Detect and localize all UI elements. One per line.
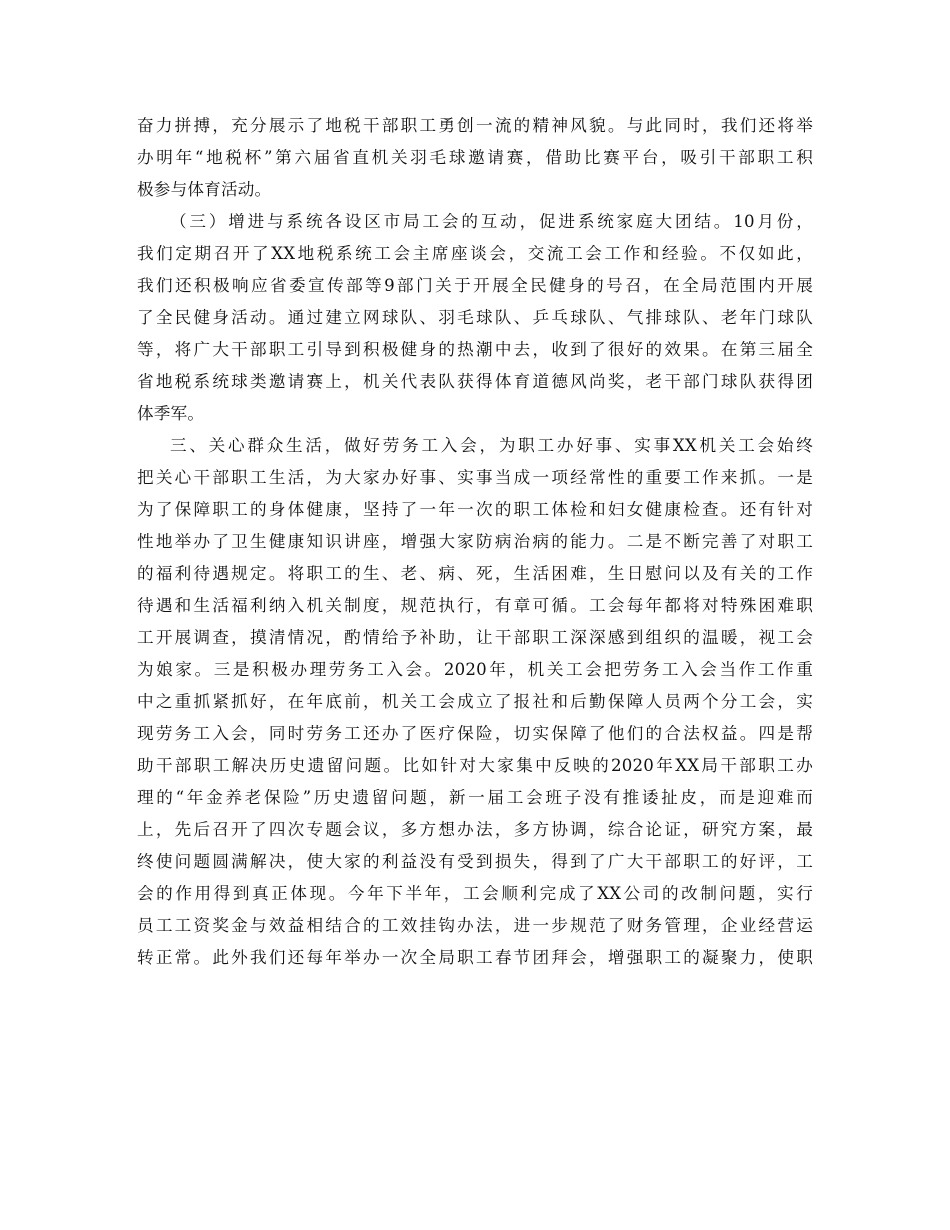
text-line: （三）增进与系统各设区市局工会的互动，促进系统家庭大团结。10月份， <box>170 212 813 231</box>
document-body <box>137 110 813 974</box>
text-line: 三、关心群众生活，做好劳务工入会，为职工办好事、实事XX机关工会始终 <box>170 436 813 455</box>
text-line: 性地举办了卫生健康知识讲座，增强大家防病治病的能力。二是不断完善了对职工 <box>137 532 813 551</box>
text-line: 为了保障职工的身体健康，坚持了一年一次的职工体检和妇女健康检查。还有针对 <box>137 500 813 519</box>
text-line: 理的“年金养老保险”历史遗留问题，新一届工会班子没有推诿扯皮，而是迎难而 <box>137 788 813 807</box>
text-line: 终使问题圆满解决，使大家的利益没有受到损失，得到了广大干部职工的好评，工 <box>137 852 813 871</box>
paragraph-care-for-staff <box>137 430 813 974</box>
text-line: 待遇和生活福利纳入机关制度，规范执行，有章可循。工会每年都将对特殊困难职 <box>137 596 813 615</box>
text-line: 的福利待遇规定。将职工的生、老、病、死，生活困难，生日慰问以及有关的工作 <box>137 564 813 583</box>
text-line: 助干部职工解决历史遗留问题。比如针对大家集中反映的2020年XX局干部职工办 <box>137 756 813 775</box>
text-line: 工开展调查，摸清情况，酌情给予补助，让干部职工深深感到组织的温暖，视工会 <box>137 628 813 647</box>
text-line: 体季军。 <box>137 404 205 423</box>
text-line: 等，将广大干部职工引导到积极健身的热潮中去，收到了很好的效果。在第三届全 <box>137 340 813 359</box>
text-line: 奋力拼搏，充分展示了地税干部职工勇创一流的精神风貌。与此同时，我们还将举 <box>137 116 813 135</box>
text-line: 把关心干部职工生活，为大家办好事、实事当成一项经常性的重要工作来抓。一是 <box>137 468 813 487</box>
text-line: 极参与体育活动。 <box>137 180 272 199</box>
text-line: 现劳务工入会，同时劳务工还办了医疗保险，切实保障了他们的合法权益。四是帮 <box>137 724 813 743</box>
text-line: 了全民健身活动。通过建立网球队、羽毛球队、乒乓球队、气排球队、老年门球队 <box>137 308 813 327</box>
paragraph-system-interaction <box>137 206 813 430</box>
text-line: 办明年“地税杯”第六届省直机关羽毛球邀请赛，借助比赛平台，吸引干部职工积 <box>137 148 813 167</box>
text-line: 中之重抓紧抓好，在年底前，机关工会成立了报社和后勤保障人员两个分工会，实 <box>137 692 813 711</box>
text-line: 省地税系统球类邀请赛上，机关代表队获得体育道德风尚奖，老干部门球队获得团 <box>137 372 813 391</box>
text-line: 我们定期召开了XX地税系统工会主席座谈会，交流工会工作和经验。不仅如此， <box>137 244 813 263</box>
text-line: 为娘家。三是积极办理劳务工入会。2020年，机关工会把劳务工入会当作工作重 <box>137 660 813 679</box>
text-line: 转正常。此外我们还每年举办一次全局职工春节团拜会，增强职工的凝聚力，使职 <box>137 948 813 967</box>
text-line: 我们还积极响应省委宣传部等9部门关于开展全民健身的号召，在全局范围内开展 <box>137 276 813 295</box>
text-line: 上，先后召开了四次专题会议，多方想办法，多方协调，综合论证，研究方案，最 <box>137 820 813 839</box>
text-line: 会的作用得到真正体现。今年下半年，工会顺利完成了XX公司的改制问题，实行 <box>137 884 813 903</box>
text-line: 员工工资奖金与效益相结合的工效挂钩办法，进一步规范了财务管理，企业经营运 <box>137 916 813 935</box>
paragraph-sports-activities <box>137 110 813 206</box>
